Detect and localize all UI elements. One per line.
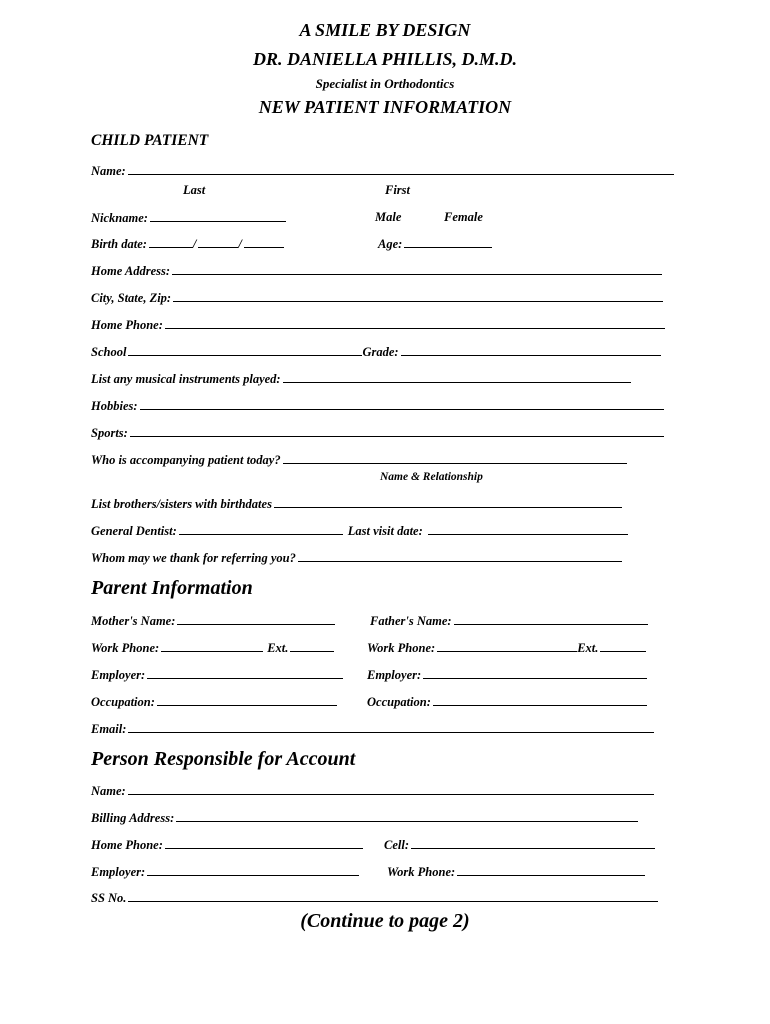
father-work-phone-row [367, 640, 646, 656]
age-field[interactable] [404, 236, 492, 248]
city-label: City, State, Zip: [91, 291, 172, 305]
mother-work-phone-label: Work Phone: [91, 641, 160, 655]
last-caption: Last [183, 183, 206, 197]
mother-ext-field[interactable] [290, 640, 334, 652]
birth-date-label: Birth date: [91, 237, 147, 251]
dentist-row [91, 523, 628, 539]
mother-employer-label: Employer: [91, 668, 146, 682]
city-row [91, 290, 663, 306]
male-option[interactable]: Male [375, 210, 402, 224]
instruments-row [91, 371, 631, 387]
responsible-home-phone-label: Home Phone: [91, 838, 163, 852]
father-occupation-label: Occupation: [367, 695, 431, 709]
father-occupation-row [367, 694, 647, 710]
female-option[interactable]: Female [444, 210, 483, 224]
mother-occupation-row [91, 694, 337, 710]
accompanying-row [91, 452, 627, 468]
mother-occupation-label: Occupation: [91, 695, 155, 709]
home-address-label: Home Address: [91, 264, 171, 278]
child-name-field[interactable] [128, 163, 674, 175]
birth-sep-2: / [238, 237, 242, 251]
sports-row [91, 425, 664, 441]
responsible-name-label: Name: [91, 784, 126, 798]
dentist-label: General Dentist: [91, 524, 177, 538]
email-label: Email: [91, 722, 127, 736]
last-visit-label: Last visit date: [347, 524, 423, 538]
responsible-employer-field[interactable] [147, 864, 359, 876]
grade-label: Grade: [362, 345, 399, 359]
responsible-work-phone-row [387, 864, 645, 880]
ss-label: SS No. [91, 891, 127, 905]
birth-month-field[interactable] [149, 236, 193, 248]
city-field[interactable] [173, 290, 663, 302]
father-name-field[interactable] [454, 613, 648, 625]
siblings-label: List brothers/sisters with birthdates [91, 497, 272, 511]
birth-year-field[interactable] [244, 236, 284, 248]
sports-label: Sports: [91, 426, 128, 440]
relationship-caption: Name & Relationship [380, 471, 483, 483]
ss-field[interactable] [128, 890, 658, 902]
child-section-title: CHILD PATIENT [91, 132, 209, 149]
school-label: School [91, 345, 127, 359]
mother-work-phone-field[interactable] [161, 640, 263, 652]
referral-row [91, 550, 622, 566]
home-address-field[interactable] [172, 263, 662, 275]
father-name-row [370, 613, 648, 629]
responsible-section-title: Person Responsible for Account [91, 748, 356, 770]
instruments-label: List any musical instruments played: [91, 372, 281, 386]
father-ext-label: Ext. [577, 641, 599, 655]
mother-name-row [91, 613, 335, 629]
school-row [91, 344, 661, 360]
responsible-name-row [91, 783, 654, 799]
father-employer-label: Employer: [367, 668, 422, 682]
home-address-row [91, 263, 662, 279]
mother-employer-field[interactable] [147, 667, 343, 679]
siblings-row [91, 496, 622, 512]
instruments-field[interactable] [283, 371, 631, 383]
first-caption: First [385, 183, 411, 197]
mother-name-label: Mother's Name: [91, 614, 176, 628]
responsible-home-phone-field[interactable] [165, 837, 363, 849]
home-phone-label: Home Phone: [91, 318, 163, 332]
cell-label: Cell: [384, 838, 409, 852]
dentist-field[interactable] [179, 523, 343, 535]
father-employer-field[interactable] [423, 667, 647, 679]
birth-date-row [91, 236, 284, 252]
billing-field[interactable] [176, 810, 638, 822]
doctor-name: DR. DANIELLA PHILLIS, D.M.D. [252, 49, 518, 69]
responsible-work-phone-label: Work Phone: [387, 865, 456, 879]
practice-name: A SMILE BY DESIGN [299, 20, 471, 40]
continue-note: (Continue to page 2) [300, 910, 470, 932]
father-work-phone-label: Work Phone: [367, 641, 436, 655]
father-name-label: Father's Name: [370, 614, 452, 628]
nickname-row [91, 210, 286, 226]
form-title: NEW PATIENT INFORMATION [258, 97, 512, 117]
hobbies-field[interactable] [140, 398, 664, 410]
father-ext-field[interactable] [600, 640, 646, 652]
child-name-row [91, 163, 674, 179]
billing-label: Billing Address: [91, 811, 175, 825]
ss-row [91, 890, 658, 906]
birth-sep-1: / [192, 237, 197, 251]
father-occupation-field[interactable] [433, 694, 647, 706]
last-visit-field[interactable] [428, 523, 628, 535]
father-employer-row [367, 667, 647, 683]
mother-work-phone-row [91, 640, 334, 656]
age-label: Age: [378, 237, 403, 251]
responsible-employer-label: Employer: [91, 865, 146, 879]
hobbies-label: Hobbies: [91, 399, 138, 413]
responsible-name-field[interactable] [128, 783, 654, 795]
age-row [378, 236, 492, 252]
referral-field[interactable] [298, 550, 622, 562]
billing-row [91, 810, 638, 826]
sports-field[interactable] [130, 425, 664, 437]
parent-section-title: Parent Information [91, 577, 253, 599]
mother-occupation-field[interactable] [157, 694, 337, 706]
father-work-phone-field[interactable] [437, 640, 577, 652]
grade-field[interactable] [401, 344, 661, 356]
birth-day-field[interactable] [198, 236, 238, 248]
cell-field[interactable] [411, 837, 655, 849]
responsible-work-phone-field[interactable] [457, 864, 645, 876]
child-name-label: Name: [91, 164, 126, 178]
email-row [91, 721, 654, 737]
mother-ext-label: Ext. [267, 641, 289, 655]
referral-label: Whom may we thank for referring you? [91, 551, 296, 565]
accompanying-label: Who is accompanying patient today? [91, 453, 281, 467]
hobbies-row [91, 398, 664, 414]
home-phone-field[interactable] [165, 317, 665, 329]
nickname-field[interactable] [150, 210, 286, 222]
email-field[interactable] [128, 721, 654, 733]
specialty: Specialist in Orthodontics [315, 76, 455, 91]
home-phone-row [91, 317, 665, 333]
mother-employer-row [91, 667, 343, 683]
nickname-label: Nickname: [91, 211, 148, 225]
school-field[interactable] [128, 344, 362, 356]
siblings-field[interactable] [274, 496, 622, 508]
mother-name-field[interactable] [177, 613, 335, 625]
cell-row [384, 837, 655, 853]
responsible-home-phone-row [91, 837, 363, 853]
accompanying-field[interactable] [283, 452, 627, 464]
responsible-employer-row [91, 864, 359, 880]
